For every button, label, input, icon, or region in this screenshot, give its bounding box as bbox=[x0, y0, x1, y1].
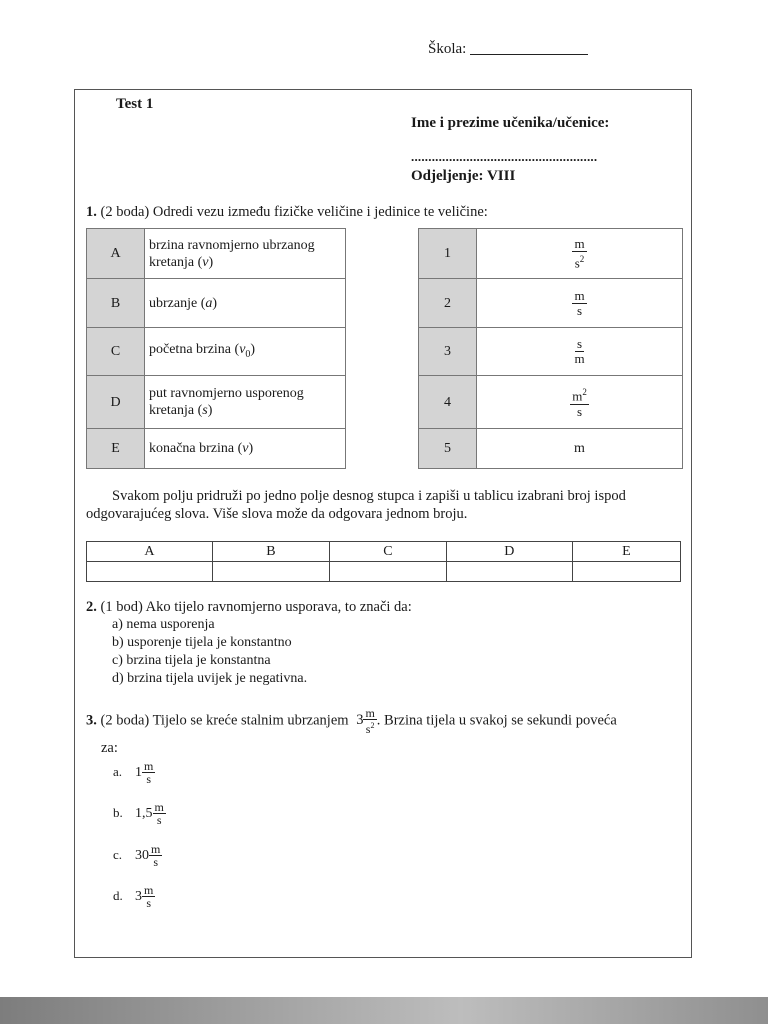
answer-cell-b[interactable] bbox=[212, 562, 329, 582]
question-1 bbox=[86, 203, 488, 221]
q3-option-a[interactable]: a. 1 $\frac{m}{s}$ bbox=[113, 759, 154, 786]
unit-row bbox=[419, 376, 683, 429]
unit-value: $\frac{m}{s}$ bbox=[477, 279, 683, 328]
bottom-decorative-bar bbox=[0, 997, 768, 1024]
quantity-description: brzina ravnomjerno ubrzanog kretanja (v) bbox=[145, 229, 346, 279]
q3-option-b[interactable]: b. 1,5 $\frac{m}{s}$ bbox=[113, 800, 164, 827]
question-3-text-after: . Brzina tijela u svakoj se sekundi poveća bbox=[376, 712, 617, 729]
quantities-table bbox=[86, 228, 346, 469]
school-label: Škola: bbox=[428, 41, 467, 57]
question-2-text: (1 bod) Ako tijelo ravnomjerno usporava, to znači da: bbox=[100, 599, 412, 615]
question-3-text: (2 boda) Tijelo se kreće stalnim ubrzanjem bbox=[100, 712, 349, 729]
quantity-row bbox=[87, 328, 346, 376]
quantity-description: konačna brzina (v) bbox=[145, 429, 346, 469]
answer-cell-d[interactable] bbox=[446, 562, 572, 582]
question-3-number: 3. bbox=[86, 712, 97, 729]
unit-key: 4 bbox=[419, 376, 477, 429]
question-1-number: 1. bbox=[86, 204, 97, 220]
question-1-text: (2 boda) Odredi vezu između fizičke veličine i jedinice te veličine: bbox=[100, 204, 488, 220]
unit-key: 2 bbox=[419, 279, 477, 328]
option-d[interactable]: d) brzina tijela uvijek je negativna. bbox=[112, 671, 308, 686]
acceleration-value: 3 bbox=[356, 712, 364, 729]
option-a[interactable]: a) nema usporenja bbox=[112, 617, 215, 632]
option-c[interactable]: c) brzina tijela je konstantna bbox=[112, 653, 271, 668]
acceleration-unit: $\frac{m}{s^2}$ bbox=[365, 706, 375, 736]
q3-option-d[interactable]: d. 3 $\frac{m}{s}$ bbox=[113, 883, 154, 910]
quantity-description: početna brzina $(v_0)$ bbox=[145, 328, 346, 376]
unit-row bbox=[419, 279, 683, 328]
quantity-key: E bbox=[87, 429, 145, 469]
answer-header: E bbox=[572, 542, 680, 562]
answer-cell-a[interactable] bbox=[87, 562, 213, 582]
question-2-options bbox=[112, 616, 307, 688]
answer-header: B bbox=[212, 542, 329, 562]
quantity-row bbox=[87, 279, 346, 328]
instruction-line-2: odgovarajućeg slova. Više slova može da odgovara jednom broju. bbox=[86, 506, 468, 522]
quantity-row bbox=[87, 376, 346, 429]
question-3-cont: za: bbox=[101, 740, 118, 756]
instruction-line-1: Svakom polju pridruži po jedno polje desnog stupca i zapiši u tablicu izabrani broj ispod bbox=[112, 488, 626, 504]
answer-header: A bbox=[87, 542, 213, 562]
unit-row bbox=[419, 328, 683, 376]
unit-row bbox=[419, 429, 683, 469]
unit-value: $\frac{m^2}{s}$ bbox=[477, 376, 683, 429]
class-label: Odjeljenje: VIII bbox=[411, 168, 516, 184]
answer-input-row bbox=[87, 562, 681, 582]
answer-header: C bbox=[329, 542, 446, 562]
units-table bbox=[418, 228, 683, 469]
student-name-blank[interactable]: ...................................................... bbox=[411, 149, 598, 164]
answer-header: D bbox=[446, 542, 572, 562]
test-title: Test 1 bbox=[116, 96, 154, 112]
question-3 bbox=[86, 707, 686, 735]
answer-header-row bbox=[87, 542, 681, 562]
unit-key: 3 bbox=[419, 328, 477, 376]
school-field bbox=[428, 40, 588, 58]
quantity-key: C bbox=[87, 328, 145, 376]
question-2 bbox=[86, 598, 412, 616]
question-2-number: 2. bbox=[86, 599, 97, 615]
school-blank-line[interactable] bbox=[470, 40, 588, 55]
unit-value: $\frac{m}{s^2}$ bbox=[477, 229, 683, 279]
unit-value: m bbox=[477, 429, 683, 469]
quantity-key: D bbox=[87, 376, 145, 429]
quantity-row bbox=[87, 229, 346, 279]
quantity-description: put ravnomjerno usporenog kretanja (s) bbox=[145, 376, 346, 429]
student-name-label: Ime i prezime učenika/učenice: bbox=[411, 115, 610, 131]
unit-row bbox=[419, 229, 683, 279]
answer-cell-c[interactable] bbox=[329, 562, 446, 582]
quantity-key: A bbox=[87, 229, 145, 279]
quantity-key: B bbox=[87, 279, 145, 328]
unit-key: 1 bbox=[419, 229, 477, 279]
q1-instruction bbox=[86, 487, 686, 523]
q3-option-c[interactable]: c. 30 $\frac{m}{s}$ bbox=[113, 842, 161, 869]
option-b[interactable]: b) usporenje tijela je konstantno bbox=[112, 635, 292, 650]
quantity-description: ubrzanje (a) bbox=[145, 279, 346, 328]
answer-cell-e[interactable] bbox=[572, 562, 680, 582]
unit-key: 5 bbox=[419, 429, 477, 469]
unit-value: $\frac{s}{m}$ bbox=[477, 328, 683, 376]
answer-table bbox=[86, 541, 681, 582]
quantity-row bbox=[87, 429, 346, 469]
